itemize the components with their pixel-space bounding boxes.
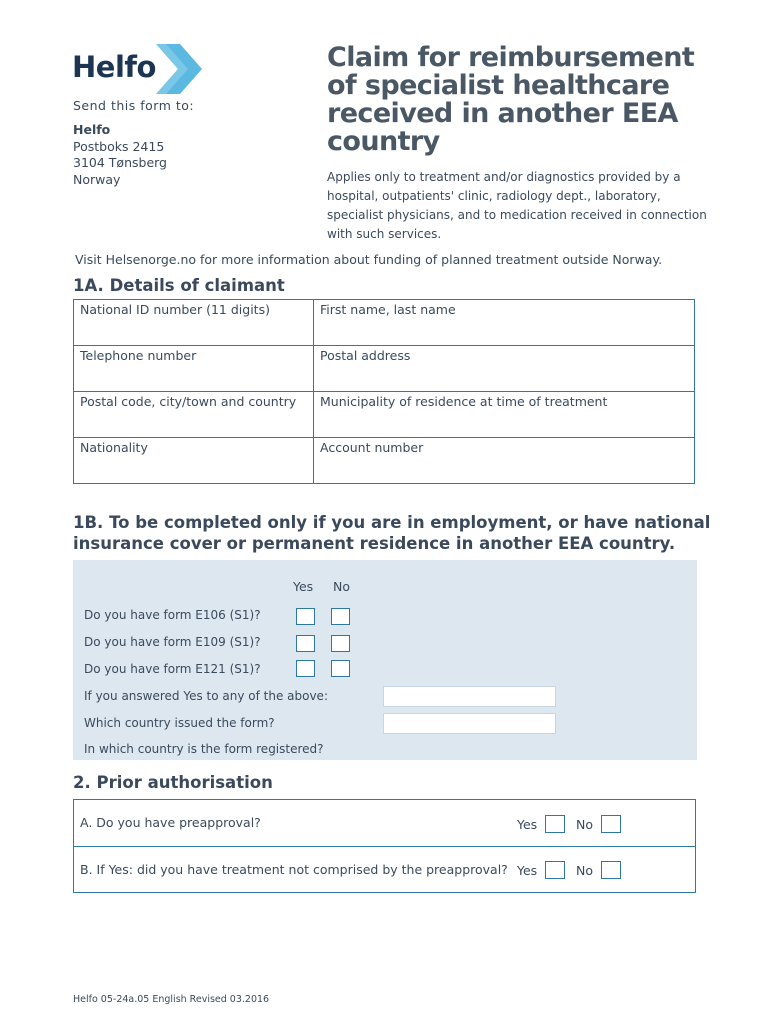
scope-description: Applies only to treatment and/or diagnostics provided by a hospital, outpatients' clinic, radiology dept., laboratory, specialist physicians, and to medication received in connection with such services. [327,170,707,241]
page-title: Claim for reimbursement of specialist healthcare received in another EEA country [327,42,695,157]
question-preapproval: A. Do you have preapproval? [80,815,261,830]
question-if-yes: If you answered Yes to any of the above: [84,689,328,703]
telephone-field[interactable]: Telephone number [74,346,314,392]
question-e109: Do you have form E109 (S1)? [84,635,261,649]
name-field[interactable]: First name, last name [314,300,695,346]
info-note: Visit Helsenorge.no for more information about funding of planned treatment outside Norway. [75,252,663,267]
e121-yes-checkbox[interactable] [296,660,315,677]
municipality-field[interactable]: Municipality of residence at time of treatment [314,392,695,438]
postal-address-field[interactable]: Postal address [314,346,695,392]
address-line: 3104 Tønsberg [73,155,167,170]
preapproval-no-checkbox[interactable] [601,815,621,833]
preapproval-no-label: No [576,817,593,832]
not-comprised-no-checkbox[interactable] [601,861,621,879]
form-version-footer: Helfo 05-24a.05 English Revised 03.2016 [73,994,270,1005]
section-1a-title: 1A. Details of claimant [73,276,285,295]
issuing-country-input[interactable] [383,686,556,707]
question-treatment-not-comprised: B. If Yes: did you have treatment not comprised by the preapproval? [80,862,508,877]
table-row [74,438,695,484]
e106-no-checkbox[interactable] [331,608,350,625]
mailing-address [73,122,167,188]
national-id-field[interactable]: National ID number (11 digits) [74,300,314,346]
not-comprised-yes-label: Yes [517,863,538,878]
e109-no-checkbox[interactable] [331,635,350,652]
chevron-right-icon [156,44,202,94]
send-to-label: Send this form to: [73,98,195,113]
logo-text: Helfo [72,50,156,84]
section-2-title: 2. Prior authorisation [73,773,273,792]
e109-yes-checkbox[interactable] [296,635,315,652]
postal-code-field[interactable]: Postal code, city/town and country [74,392,314,438]
question-e106: Do you have form E106 (S1)? [84,608,261,622]
account-number-field[interactable]: Account number [314,438,695,484]
e106-yes-checkbox[interactable] [296,608,315,625]
divider [73,846,696,847]
question-issuing-country: Which country issued the form? [84,716,275,730]
question-registered-country: In which country is the form registered? [84,742,324,756]
claimant-details-table [73,299,695,484]
table-row [74,300,695,346]
registered-country-input[interactable] [383,713,556,734]
preapproval-yes-checkbox[interactable] [545,815,565,833]
address-line: Norway [73,171,121,187]
address-org: Helfo [73,122,111,137]
section-1b-title: 1B. To be completed only if you are in employment, or have national insurance cover or permanent residence in another EEA country. [73,513,711,553]
table-row [74,392,695,438]
preapproval-yes-label: Yes [517,817,538,832]
not-comprised-no-label: No [576,863,593,878]
question-e121: Do you have form E121 (S1)? [84,662,261,676]
nationality-field[interactable]: Nationality [74,438,314,484]
address-line: Postboks 2415 [73,138,165,154]
not-comprised-yes-checkbox[interactable] [545,861,565,879]
no-column-label: No [333,579,350,594]
yes-column-label: Yes [293,579,314,594]
helfo-logo [72,44,204,96]
table-row [74,346,695,392]
e121-no-checkbox[interactable] [331,660,350,677]
